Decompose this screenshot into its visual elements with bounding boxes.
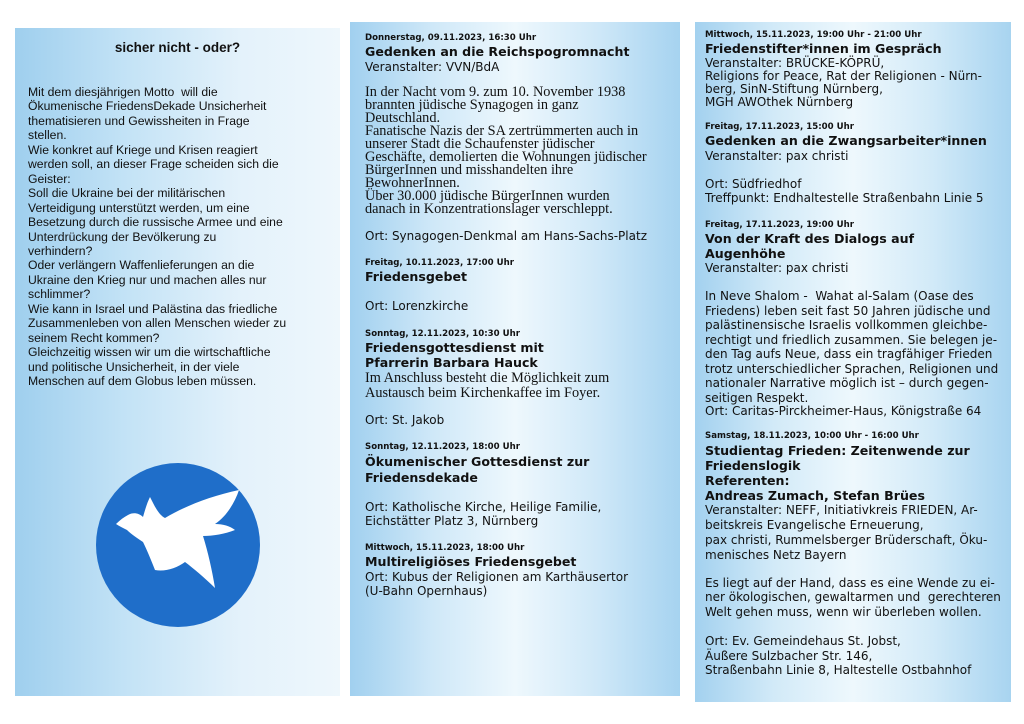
event-organizer: Veranstalter: VVN/BdA (365, 60, 500, 74)
events-panel-right (695, 22, 1011, 702)
event-description: In Neve Shalom - Wahat al-Salam (Oase des Friedens) leben seit fast 50 Jahren jüdische und palästinensische Israelis vollkommen gleichbe- rechtigt und friedlich zusammen. Sie belegen je- den Tag aufs Neue, dass ein tragfähiger Frieden trotz unterschiedlicher Sprachen, Religionen und nationaler Narrative möglich ist – durch gegen- seitigen Respekt. (705, 289, 999, 405)
intro-text: Mit dem diesjährigen Motto will die Ökumenische FriedensDekade Unsicherheit thematisieren und Gewissheiten in Frage stellen. Wie konkret auf Kriege und Krisen reagiert werden soll, an dieser Frage scheiden sich die Geister: Soll die Ukraine bei der militärischen Verteidigung unterstützt werden, um eine Besetzung durch die russische Armee und eine Unterdrückung der Bevölkerung zu verhindern? Oder verlängern Waffenlieferungen an die Ukraine den Krieg nur und machen alles nur schlimmer? Wie kann in Israel und Palästina das friedliche Zusammenleben von allen Menschen wieder zu seinem Recht kommen? Gleichzeitig wissen wir um die wirtschaftliche und politische Unsicherheit, in der viele Menschen auf dem Globus leben müssen. (28, 85, 287, 389)
event-location: Ort: Südfriedhof Treffpunkt: Endhaltestelle Straßenbahn Linie 5 (705, 177, 984, 205)
event-date: Sonntag, 12.11.2023, 10:30 Uhr (365, 329, 520, 339)
event-title: Friedensgottesdienst mit Pfarrerin Barbara Hauck (365, 339, 544, 370)
event-description: Im Anschluss besteht die Möglichkeit zum Austausch beim Kirchenkaffee im Foyer. (365, 369, 610, 401)
event-title: Ökumenischer Gottesdienst zur Friedensdekade (365, 454, 590, 485)
event-organizer: Veranstalter: pax christi (705, 149, 849, 163)
event-location: Ort: Lorenzkirche (365, 299, 469, 313)
event-location: Ort: Katholische Kirche, Heilige Familie, Eichstätter Platz 3, Nürnberg (365, 500, 602, 528)
event-title: Studientag Frieden: Zeitenwende zur Friedenslogik (705, 442, 970, 473)
event-description: Es liegt auf der Hand, dass es eine Wende zu ei- ner ökologischen, gewaltarmen und gerechteren Welt gehen muss, wenn wir überleben wollen. (705, 575, 1001, 619)
event-date: Mittwoch, 15.11.2023, 18:00 Uhr (365, 543, 525, 553)
event-date: Freitag, 10.11.2023, 17:00 Uhr (365, 258, 514, 268)
event-organizer: Veranstalter: BRÜCKE-KÖPRÜ, Religions for Peace, Rat der Religionen - Nürn- berg, SinN-Stiftung Nürnberg, MGH AWOthek Nürnberg (705, 55, 982, 109)
event-title: Gedenken an die Reichspogromnacht (365, 44, 630, 59)
event-location: Ort: Caritas-Pirckheimer-Haus, Königstraße 64 (705, 404, 982, 418)
event-title: Friedensgebet (365, 269, 468, 284)
event-title: Gedenken an die Zwangsarbeiter*innen (705, 133, 987, 148)
event-date: Samstag, 18.11.2023, 10:00 Uhr - 16:00 Uhr (705, 431, 919, 441)
event-title: Multireligiöses Friedensgebet (365, 554, 577, 569)
intro-heading: sicher nicht - oder? (114, 40, 241, 55)
event-title: Friedenstifter*innen im Gespräch (705, 41, 942, 56)
event-organizer: Veranstalter: NEFF, Initiativkreis FRIEDEN, Ar- beitskreis Evangelische Erneuerung, pax christi, Rummelsberger Brüderschaft, Öku- menisches Netz Bayern (705, 502, 988, 562)
event-speakers-label: Referenten: (705, 472, 790, 488)
event-title: Von der Kraft des Dialogs auf Augenhöhe (705, 230, 915, 261)
event-date: Donnerstag, 09.11.2023, 16:30 Uhr (365, 33, 537, 43)
event-speakers: Andreas Zumach, Stefan Brües (705, 487, 925, 503)
dove-icon (93, 460, 263, 630)
event-location: Ort: Synagogen-Denkmal am Hans-Sachs-Platz (365, 229, 647, 243)
event-date: Freitag, 17.11.2023, 15:00 Uhr (705, 122, 854, 132)
event-location: Ort: Kubus der Religionen am Karthäusertor (U-Bahn Opernhaus) (365, 570, 629, 598)
event-date: Mittwoch, 15.11.2023, 19:00 Uhr - 21:00 Uhr (705, 30, 922, 40)
event-organizer: Veranstalter: pax christi (705, 261, 849, 275)
event-date: Freitag, 17.11.2023, 19:00 Uhr (705, 220, 854, 230)
event-location: Ort: St. Jakob (365, 413, 445, 427)
event-location: Ort: Ev. Gemeindehaus St. Jobst, Äußere Sulzbacher Str. 146, Straßenbahn Linie 8, Haltestelle Ostbahnhof (705, 634, 972, 678)
event-date: Sonntag, 12.11.2023, 18:00 Uhr (365, 442, 520, 452)
intro-panel (15, 28, 340, 696)
event-description: In der Nacht vom 9. zum 10. November 1938 brannten jüdische Synagogen in ganz Deutschland. Fanatische Nazis der SA zertrümmerten auch in unserer Stadt die Schaufenster jüdischer Geschäfte, demolierten die Wohnungen jüdischer BürgerInnen und misshandelten ihre BewohnerInnen. Über 30.000 jüdische BürgerInnen wurden danach in Konzentrationslager verschleppt. (365, 83, 647, 218)
events-panel-middle (350, 22, 680, 696)
